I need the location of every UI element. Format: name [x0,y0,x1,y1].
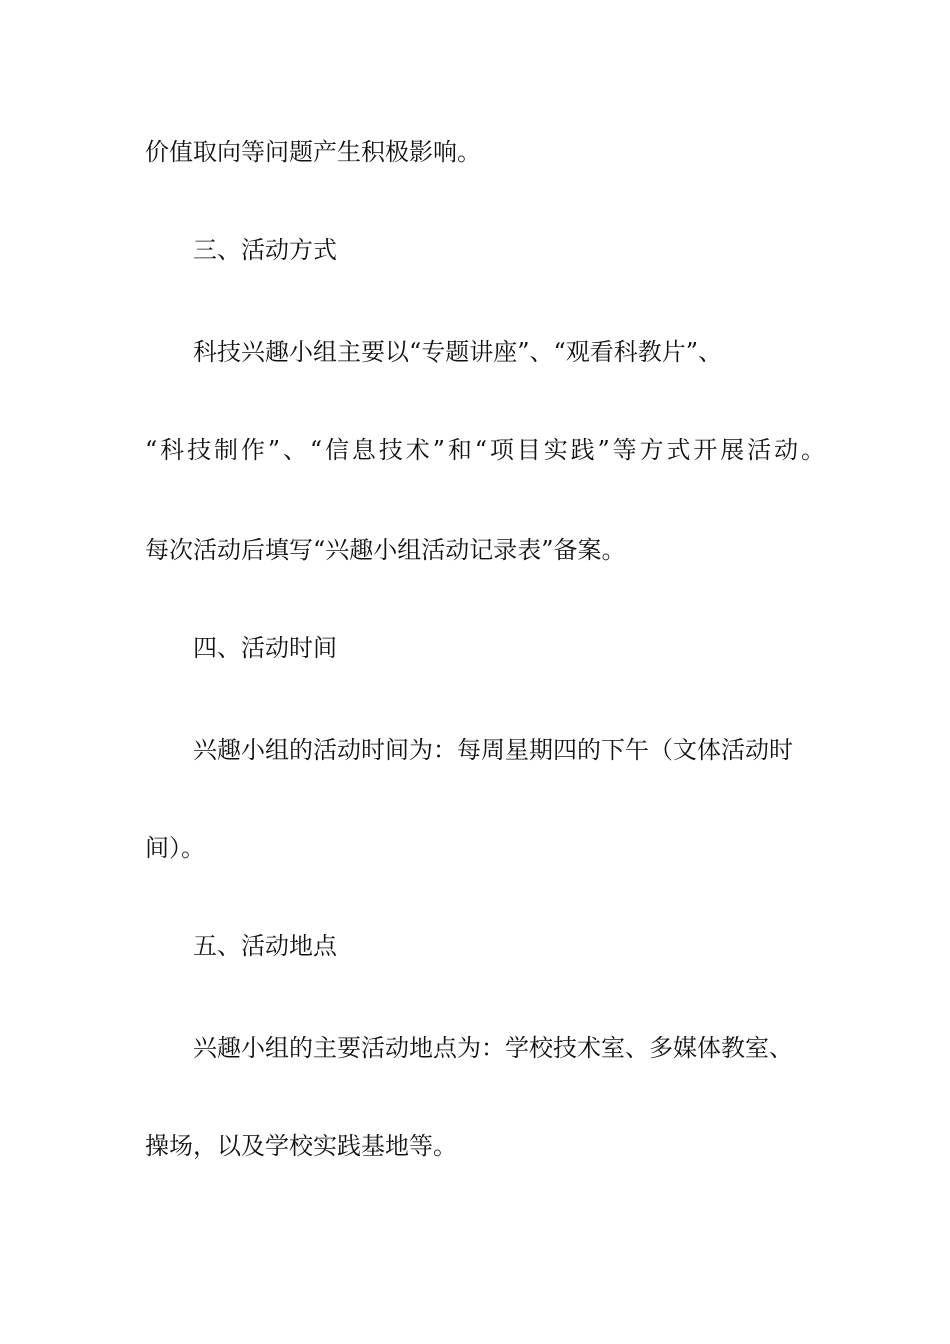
paragraph-line-10: 兴趣小组的主要活动地点为：学校技术室、多媒体教室、 [193,1034,793,1062]
paragraph-line-3: 科技兴趣小组主要以“专题讲座”、“观看科教片”、 [193,338,723,366]
paragraph-line-7: 兴趣小组的活动时间为：每周星期四的下午（文体活动时 [193,736,793,764]
section-heading-activity-location: 五、活动地点 [193,932,337,960]
section-heading-activity-method: 三、活动方式 [193,236,337,264]
paragraph-line-8: 间）。 [145,834,205,862]
paragraph-line-5: 每次活动后填写“兴趣小组活动记录表”备案。 [145,536,626,564]
paragraph-line-1: 价值取向等问题产生积极影响。 [145,138,481,166]
section-heading-activity-time: 四、活动时间 [193,634,337,662]
paragraph-line-11: 操场，以及学校实践基地等。 [145,1132,457,1160]
paragraph-line-4: “科技制作”、“信息技术”和“项目实践”等方式开展活动。 [145,436,825,464]
